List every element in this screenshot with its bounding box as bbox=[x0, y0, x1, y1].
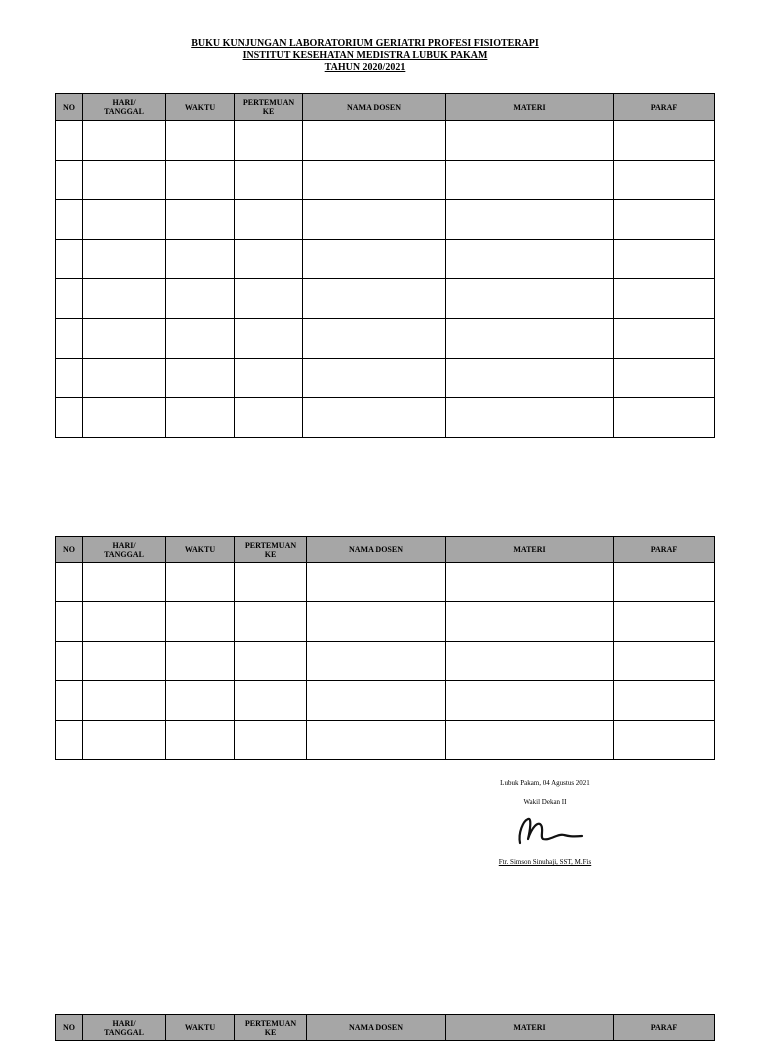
signatory-name: Ftr. Simson Sinuhaji, SST, M.Fis bbox=[498, 858, 592, 866]
column-header-hari-tanggal: HARI/ TANGGAL bbox=[83, 537, 166, 563]
signature-place-date: Lubuk Pakam, 04 Agustus 2021 bbox=[500, 779, 590, 787]
table-header-row bbox=[56, 94, 715, 121]
table-row bbox=[56, 563, 715, 602]
handwritten-signature bbox=[490, 811, 600, 851]
signature-block bbox=[470, 778, 620, 867]
table-row bbox=[56, 681, 715, 720]
column-header-materi: MATERI bbox=[446, 1015, 614, 1041]
title-line-3: TAHUN 2020/2021 bbox=[324, 62, 406, 73]
column-header-paraf: PARAF bbox=[614, 94, 715, 121]
column-header-materi: MATERI bbox=[446, 537, 614, 563]
column-header-no: NO bbox=[56, 94, 83, 121]
column-header-no: NO bbox=[56, 1015, 83, 1041]
table-row bbox=[56, 279, 715, 319]
column-header-hari-tanggal: HARI/ TANGGAL bbox=[83, 94, 166, 121]
column-header-nama-dosen: NAMA DOSEN bbox=[307, 537, 446, 563]
column-header-paraf: PARAF bbox=[614, 1015, 715, 1041]
visit-log-table-2 bbox=[55, 536, 715, 760]
column-header-waktu: WAKTU bbox=[166, 94, 235, 121]
title-line-2: INSTITUT KESEHATAN MEDISTRA LUBUK PAKAM bbox=[242, 50, 488, 61]
table-row bbox=[56, 200, 715, 240]
column-header-nama-dosen: NAMA DOSEN bbox=[303, 94, 446, 121]
table-row bbox=[56, 720, 715, 759]
table-row bbox=[56, 641, 715, 680]
title-line-1: BUKU KUNJUNGAN LABORATORIUM GERIATRI PROFESI FISIOTERAPI bbox=[191, 38, 539, 49]
document-title bbox=[0, 38, 730, 74]
column-header-materi: MATERI bbox=[446, 94, 614, 121]
visit-log-table-1 bbox=[55, 93, 715, 438]
table-row bbox=[56, 121, 715, 161]
table-row bbox=[56, 160, 715, 200]
table-row bbox=[56, 602, 715, 641]
column-header-pertemuan: PERTEMUAN KE bbox=[235, 94, 303, 121]
visit-log-table-3 bbox=[55, 1014, 715, 1041]
table-row bbox=[56, 318, 715, 358]
table-row bbox=[56, 358, 715, 398]
column-header-paraf: PARAF bbox=[614, 537, 715, 563]
table-header-row bbox=[56, 1015, 715, 1041]
table-header-row bbox=[56, 537, 715, 563]
column-header-pertemuan: PERTEMUAN KE bbox=[235, 1015, 307, 1041]
column-header-waktu: WAKTU bbox=[166, 537, 235, 563]
column-header-hari-tanggal: HARI/ TANGGAL bbox=[83, 1015, 166, 1041]
column-header-nama-dosen: NAMA DOSEN bbox=[307, 1015, 446, 1041]
column-header-no: NO bbox=[56, 537, 83, 563]
signature-role: Wakil Dekan II bbox=[523, 798, 567, 806]
table-row bbox=[56, 398, 715, 438]
column-header-waktu: WAKTU bbox=[166, 1015, 235, 1041]
table-row bbox=[56, 239, 715, 279]
column-header-pertemuan: PERTEMUAN KE bbox=[235, 537, 307, 563]
